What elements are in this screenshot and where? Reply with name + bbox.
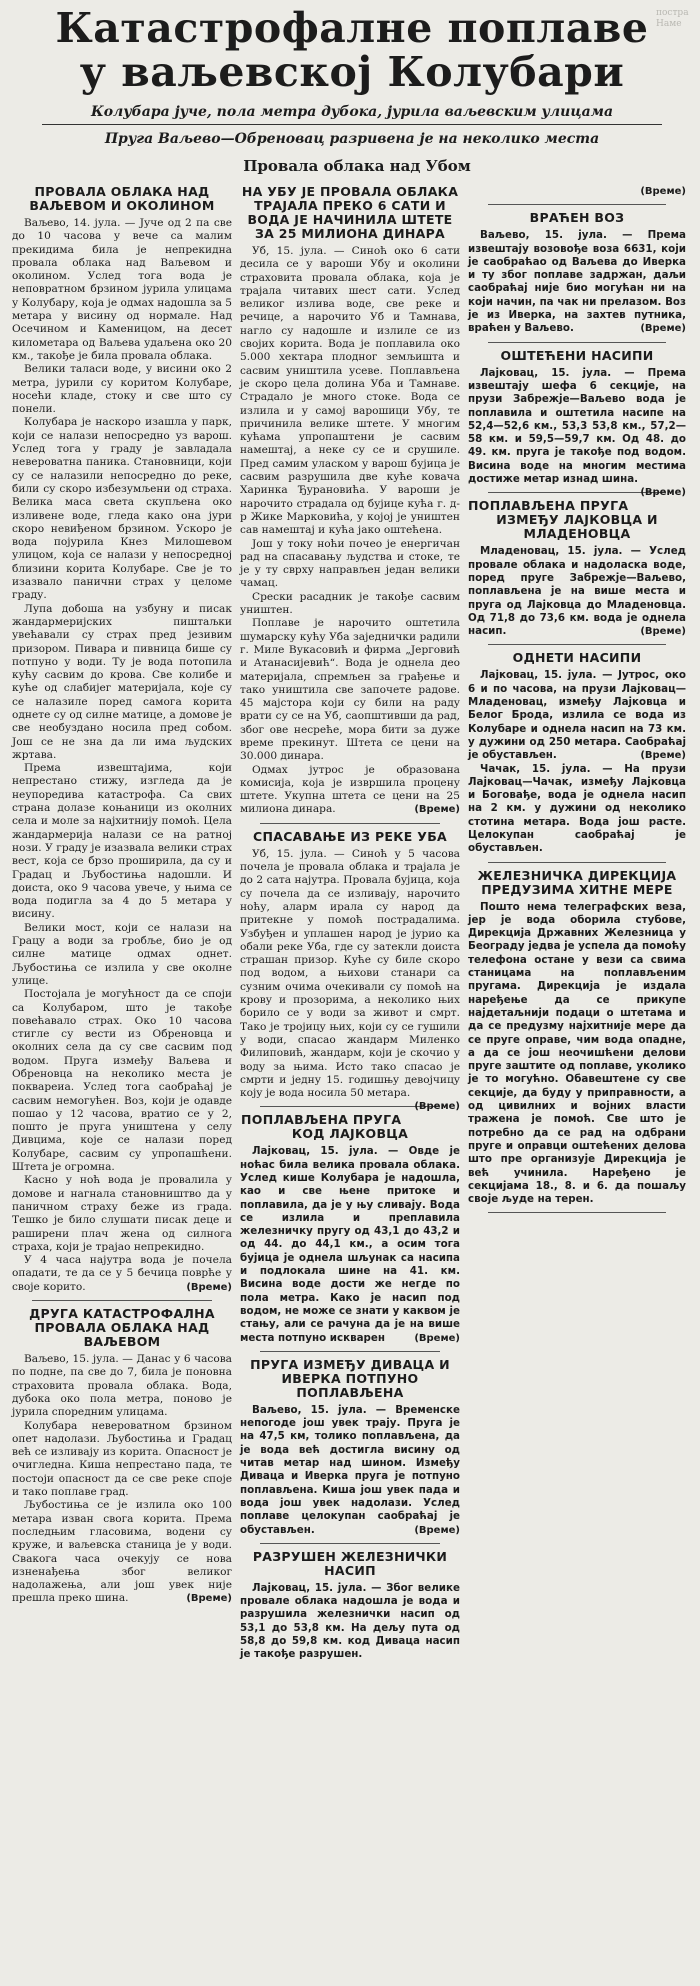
paragraph-text: Љубостиња се је излила око 100 метара изван свога корита. Према последњим гласовима, водени су круже, и ваљевска станица је у води. Свакога часа очекују се нова изненађења због великог надолажења, али још увек није прешла преко шина. (12, 1499, 232, 1605)
paragraph: Према извештајима, који непрестано стижу, изгледа да је неупоредива катастрофа. Са свих страна долазе коњаници из околних села и моле за најхитнију помоћ. Цела жандармерија налази се на ратној нози. У граду је изазвала велики страх вест, која се брзо проширила, да су и Градац и Љубостиња надошли. И доиста, око 9 часова увече, у њима се вода подигла за 4 до 5 метара у висину. (12, 762, 232, 921)
paragraph-text: Лајковац, 15. јула. — Овде је ноћас била велика провала облака. Услед кише Колубара је надошла, као и све њене притоке и поплавила, да је у њу сливају. Вода се излила и преплавила железничку пругу од 43,1 до 43,2 и од 44. до 44,1 км., а осим тога бујица је однела шљунак са насипа и подлокала шине на 41. км. Висина воде дости же негде по пола метра. Како је насип под водом, не може се знати у каквом је стању, али се рачуна да је на више места потпуно искварен (240, 1145, 460, 1344)
paragraph: Постојала је могућност да се споји са Колубаром, што је такође повећавало страх. Око 10 часова стигле су вести из Обреновца и околних села да су све сасвим под водом. Пруга између Ваљева и Обреновца на неколико места је поквареиа. Услед тога саобраћај је сасвим немогућен. Воз, који је одавде пошао у 12 часова, вратио се у 2, пошто је пруга уништена у селу Дивцима, које се налази поред Колубаре, сасвим су упропашћени. Штета је огромна. (12, 988, 232, 1174)
paragraph-text: Ваљево, 15. јула. — Према извештају возовође воза 6631, који је саобраћао од Ваљева до Иверка и ту због поплаве задржан, даљи саобраћај није био могућан ни на који начин, па чак ни прелазом. Воз је из Иверка, на захтев путника, враћен у Ваљево. (468, 229, 686, 335)
paragraph: Чачак, 15. јула. — На прузи Лајковац—Чачак, између Лајковца и Боговађе, вода је однела насип на 2 км. у дужини од неколико стотина метара. Вода још расте. Целокупан саобраћај је обустављен. (468, 762, 686, 855)
paragraph: Колубара невероватном брзином опет надолази. Љубостиња и Градац већ се изливају из корита. Опасност је очигледна. Киша непрестано пада, те постоји опасност да се све реке споје и тако поплаве град. (12, 1419, 232, 1499)
paragraph: Срески расадник је такође сасвим уништен. (240, 590, 460, 617)
source-credit: (Време) (414, 1332, 460, 1344)
paragraph-text: Одмах јутрос је образована комисија, која је извршила процену штете. Укупна штета се цени на 25 милиона динара. (240, 763, 460, 816)
article-title: ЖЕЛЕЗНИЧКА ДИРЕКЦИЈА ПРЕДУЗИМА ХИТНЕ МЕРЕ (477, 867, 677, 897)
paragraph: Колубара је наскоро изашла у парк, који се налази непосредно уз варош. Услед тога у граду је завладала невероватна паника. Становници, који су се налазили непосредно до реке, били су скоро избезумљени од страха. Велика маса света скупљена око изливене воде, гледа како она јури скоро невиђеном брзином. Ускоро је вода појурила Кнез Милошевом улицом, која се налази у непосредној близини корита Колубаре. Све је то изазвало панични страх у целоме граду. (12, 416, 232, 602)
paragraph (240, 764, 460, 817)
headline-line-1: Катастрофалне поплаве (55, 4, 649, 52)
source-credit: (Време) (640, 626, 686, 638)
divider (260, 1351, 440, 1352)
source-credit: (Време) (186, 1281, 232, 1293)
paragraph-text: Младеновац, 15. јула. — Услед провале облака и надоласка воде, поред пруге Забрежје—Ваљево, поплављена је на више места и пруга од Лајковца до Младеновца. Од 71,8 до 73,6 км. вода је однела насип. (468, 545, 686, 638)
source-credit: (Време) (414, 1101, 460, 1113)
source-credit: (Време) (186, 1593, 232, 1605)
paragraph (468, 669, 686, 762)
source-credit: (Време) (414, 804, 460, 816)
source-credit: (Време) (640, 750, 686, 762)
paragraph (468, 545, 686, 638)
article-title: ДРУГА КАТАСТРОФАЛНА ПРОВАЛА ОБЛАКА НАД ВАЉЕВОМ (29, 1306, 215, 1350)
paragraph (468, 185, 686, 198)
column-3 (468, 179, 686, 1219)
article-title: РАЗРУШЕН ЖЕЛЕЗНИЧКИ НАСИП (252, 1548, 448, 1578)
divider (260, 823, 440, 824)
column-1 (12, 179, 232, 1606)
columns (12, 179, 692, 1662)
paragraph (240, 847, 460, 1113)
paragraph-text: Ваљево, 15. јула. — Временске непогоде још увек трају. Пруга је на 47,5 км, толико поплављена, да је вода већ достигла висину од читав метар над шином. Између Диваца и Иверка пруга је потпуно поплављена. Киша још увек пада и вода још увек надолази. Услед поплаве целокупан саобраћај је обустављен. (240, 1403, 460, 1536)
divider (488, 204, 666, 205)
paragraph: Лупа добоша на узбуну и писак жандармеријских пиштаљки увећавали су страх пред језивим призором. Пивара и пивница бише су потпуно у води. Ту је вода потопила кућу сасвим до крова. Све колибе и куће од слабијег материјала, које су се налазиле поред самога корита однете су од силне матице, а домове је све необуздано носила пред собом. Још се не зна да ли има људских жртава. (12, 602, 232, 761)
divider (260, 1543, 440, 1544)
bleed-through-text: постра Наме (656, 8, 689, 29)
paragraph: Велики таласи воде, у висини око 2 метра, јурили су коритом Колубаре, носећи кладе, стоку и све што су понели. (12, 363, 232, 416)
paragraph-text: Уб, 15. јула. — Синоћ у 5 часова почела је провала облака и трајала је до 2 сата најутра. Провала бујица, која су почела да се изливају, нарочито ноћу, аларм ирала су народ да притекне у помоћ пострадалима. Узбуђен и уплашен народ је јурио ка обали реке Уба, где су затекли доиста страшан призор. Куће су биле скоро под водом, а њихови станари са сузним очима очекивали су помоћ на крову и прозорима, а неколико њих борило се у води за живот и смрт. Тако је тројицу њих, који су се гушили у води, спасао жандарм Миленко Филиповић, жандарм, који је скочио у воду за њима. Исто тако спасао је смрти и једну 15. годишњу девојчицу коју је вода носила 50 метара. (240, 847, 460, 1100)
article-title: ПРОВАЛА ОБЛАКА НАД ВАЉЕВОМ И ОКОЛИНОМ (29, 184, 215, 213)
paragraph: Лајковац, 15. јула. — Због велике провале облака надошла је вода и разрушила железнички насип од 53,1 до 53,8 км. На дељу пута од 58,8 до 59,8 км. код Диваца насип је такође разрушен. (240, 1581, 460, 1661)
source-credit: (Време) (414, 1524, 460, 1536)
paragraph-text: У 4 часа најутра вода је почела опадати, те да се у 5 бечица поврће у своје корито. (12, 1254, 232, 1293)
section-banner: Провала облака над Убом (243, 157, 471, 175)
paragraph-text: Лајковац, 15. јула. — Јутрос, око 6 и по часова, на прузи Лајковац—Младеновац, између Лајковца и Белог Брода, излила се вода из Колубаре и однела насип на 73 км. у дужини од 250 метара. Саобраћај је обустављен. (468, 669, 686, 762)
headline-line-2: у ваљевској Колубари (79, 48, 625, 96)
divider (488, 342, 666, 343)
divider (488, 644, 666, 645)
paragraph-text: Лајковац, 15. јула. — Према извештају шефа 6 секције, на прузи Забрежје—Ваљево вода је поплавила и оштетила насипе на 52,4—52,6 км., 53,3 53,8 км., 57,2—58 км. и 59,5—59,7 км. Од 48. до 49. км. пруга је такође под водом. Висина воде на многим местима достиже метар изнад шина. (468, 366, 686, 486)
subheadline: Колубара јуче, пола метра дубока, јурила ваљевским улицама (90, 104, 614, 120)
paragraph: Још у току ноћи почео је енергичан рад на спасавању људства и стоке, те је у ту сврху направљен један велики чамац. (240, 537, 460, 590)
paragraph (240, 1145, 460, 1344)
paragraph: Поплаве је нарочито оштетила шумарску кућу Уба заједнички радили г. Миле Вукасовић и фирма „Јерговић и Атанасијевић“. Вода је однела део материјала, спремљен за грађење и тако уништила све започете радове. 45 мајстора који су били на раду врати су се на Уб, саопштивши да рад, због ове несреће, мора бити за дуже време прекинут. Штета се цени на 30.000 динара. (240, 617, 460, 763)
paragraph: Уб, 15. јула. — Синоћ око 6 сати десила се у вароши Убу и околини страховита провала облака, која је трајала читавих шест сати. Услед великог излива воде, све реке и речице, а нарочито Уб и Тамнава, нагло су надошле и излиле се из својих корита. Вода је поплавила око 5.000 хектара плодног земљишта и сасвим уништила усеве. Поплављена је скоро цела долина Уба и Тамнаве. Страдало је много стоке. Вода се излила и у самој варошици Убу, те причинила велике штете. У многим кућама упропаштени је сасвим намештај, а неке су се и срушиле. Пред самим уласком у варош бујица је сасвим разрушила две куће ковача Харинка Ђурановића. У вароши је нарочито страдала од бујице кућа г. д-р Жике Марковића, у којој је уништен сав намештај и кућа јако оштећена. (240, 245, 460, 537)
paragraph-text (468, 185, 472, 197)
article-title: ОДНЕТИ НАСИПИ (512, 650, 642, 666)
divider (32, 1300, 212, 1301)
column-2 (240, 179, 460, 1662)
source-credit: (Време) (640, 323, 686, 335)
article-title: ПОПЛАВЉЕНА ПРУГА ИЗМЕЂУ ЛАЈКОВЦА И МЛАДЕНОВЦА (468, 498, 658, 542)
paragraph (12, 1499, 232, 1605)
paragraph: Пошто нема телеграфских веза, јер је вода оборила стубове, Дирекција Државних Железница у Београду једва је успела да помоћу телефона остане у вези са свима станицама на поплављеним пругама. Дирекција је издала наређење да се прикупе најдетаљнији подаци о штетама и да се предузму најхитније мере да се пруге оправе, чим вода опадне, а да се још неочишћени делови пруге заштите од поплаве, уколико је то могућно. Обавештене су све секције, да буду у приправности, а од цивилних и војних власти тражена је помоћ. Све што је потребно да се рад на одбрани пруге и оправци оштећених делова што пре организује Дирекција је већ учинила. Наређено је секцијама 18., 8. и 6. да пошаљу своје људе на терен. (468, 900, 686, 1206)
paragraph (468, 366, 686, 499)
article-title: НА УБУ ЈЕ ПРОВАЛА ОБЛАКА ТРАЈАЛА ПРЕКО 6 САТИ И ВОДА ЈЕ НАЧИНИЛА ШТЕТЕ ЗА 25 МИЛИОНА ДИНАРА (241, 184, 459, 241)
source-credit: (Време) (640, 487, 686, 499)
divider (488, 862, 666, 863)
article-title: ВРАЋЕН ВОЗ (529, 210, 625, 226)
paragraph (240, 1404, 460, 1537)
paragraph (12, 1254, 232, 1294)
paragraph: Велики мост, који се налази на Грацу а води за гробље, био је од силне матице одмах однет. Љубостиња се излила у све околне улице. (12, 921, 232, 987)
source-credit: (Време) (640, 186, 686, 197)
divider (488, 1212, 666, 1213)
paragraph: Касно у ноћ вода је провалила у домове и нагнала становништво да у паничном страху беже из града. Тешко је било слушати писак деце и раширени плач жена од силнога страха, који је трајао непрекидно. (12, 1174, 232, 1253)
divider (42, 124, 662, 125)
paragraph (468, 229, 686, 335)
paragraph: Ваљево, 14. јула. — Јуче од 2 па све до 10 часова у вече са малим прекидима била је непрекидна провала облака над Ваљевом и околином. Услед тога вода је неповратном брзином јурила улицама у Колубару, која је одмах надошла за 5 метара у висину од нормале. Над Осечином и Каменицом, на десет километара од Ваљева удаљена око 20 км., такође је била провала облака. (12, 217, 233, 362)
article-title: СПАСАВАЊЕ ИЗ РЕКЕ УБА (252, 828, 447, 844)
subheadline-2: Пруга Ваљево—Обреновац разривена је на неколико места (104, 131, 600, 147)
article-title: ПРУГА ИЗМЕЂУ ДИВАЦА И ИВЕРКА ПОТПУНО ПОПЛАВЉЕНА (250, 1356, 450, 1400)
paragraph: Ваљево, 15. јула. — Данас у 6 часова по подне, па све до 7, била је поновна страховита провала облака. Вода, дубока око пола метра, поново је јурила споредним улицама. (12, 1353, 232, 1419)
article-title: ОШТЕЋЕНИ НАСИПИ (500, 347, 654, 363)
headline (12, 6, 692, 94)
article-title: ПОПЛАВЉЕНА ПРУГА КОД ЛАЈКОВЦА (241, 1112, 409, 1142)
